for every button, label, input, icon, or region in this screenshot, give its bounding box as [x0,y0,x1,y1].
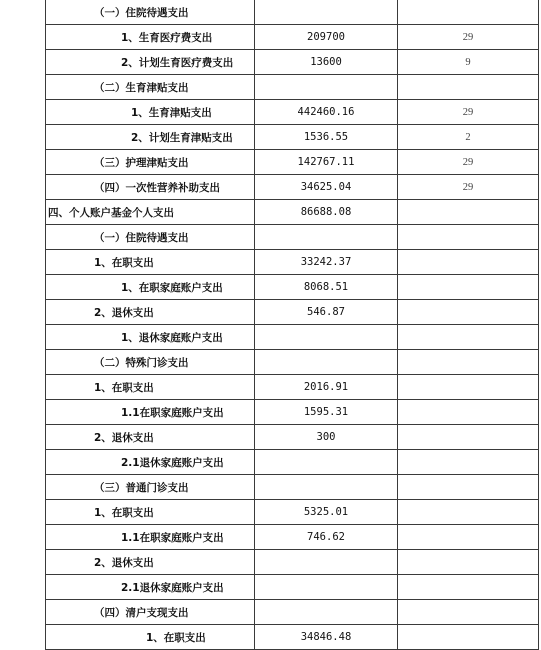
row-label: （二）生育津贴支出 [46,75,255,100]
row-label: 2、退休支出 [46,550,255,575]
row-count [398,500,539,525]
table-row [46,600,539,625]
row-amount [255,550,398,575]
row-label: 1.1在职家庭账户支出 [46,400,255,425]
row-count: 29 [398,25,539,50]
row-count [398,350,539,375]
table-row [46,175,539,200]
row-label: 1、在职支出 [46,375,255,400]
row-amount: 1595.31 [255,400,398,425]
table-row [46,25,539,50]
row-amount: 142767.11 [255,150,398,175]
row-amount: 546.87 [255,300,398,325]
row-count [398,475,539,500]
expenditure-table [45,0,539,650]
row-count [398,325,539,350]
table-row [46,425,539,450]
row-label: 1、在职支出 [46,625,255,650]
table-row [46,550,539,575]
row-label: （四）一次性营养补助支出 [46,175,255,200]
row-label: 2.1退休家庭账户支出 [46,450,255,475]
table-row [46,250,539,275]
row-count [398,600,539,625]
row-count [398,575,539,600]
row-label: 2.1退休家庭账户支出 [46,575,255,600]
row-amount: 209700 [255,25,398,50]
table-row [46,150,539,175]
row-amount [255,475,398,500]
row-amount [255,225,398,250]
row-label: 2、计划生育医疗费支出 [46,50,255,75]
row-count [398,375,539,400]
row-amount [255,575,398,600]
table-row [46,225,539,250]
table-row [46,400,539,425]
row-amount: 1536.55 [255,125,398,150]
table-row [46,200,539,225]
row-count [398,275,539,300]
row-amount: 2016.91 [255,375,398,400]
row-label: 四、个人账户基金个人支出 [46,200,255,225]
row-label: 1.1在职家庭账户支出 [46,525,255,550]
row-label: 1、生育津贴支出 [46,100,255,125]
row-label: 2、退休支出 [46,425,255,450]
table-row [46,575,539,600]
row-label: （一）住院待遇支出 [46,0,255,25]
row-amount [255,325,398,350]
table-row [46,450,539,475]
row-amount: 442460.16 [255,100,398,125]
row-count: 29 [398,150,539,175]
table-row [46,300,539,325]
row-label: （四）清户支现支出 [46,600,255,625]
row-amount [255,0,398,25]
row-label: 2、计划生育津贴支出 [46,125,255,150]
row-count [398,75,539,100]
row-count [398,450,539,475]
row-amount [255,450,398,475]
row-amount: 86688.08 [255,200,398,225]
row-label: （一）住院待遇支出 [46,225,255,250]
row-count [398,225,539,250]
row-label: 1、退休家庭账户支出 [46,325,255,350]
table-row [46,350,539,375]
row-amount: 13600 [255,50,398,75]
table-row [46,625,539,650]
row-label: 1、在职支出 [46,250,255,275]
row-count [398,550,539,575]
row-amount: 34625.04 [255,175,398,200]
row-label: （三）护理津贴支出 [46,150,255,175]
row-count [398,200,539,225]
row-label: 1、在职支出 [46,500,255,525]
table-row [46,325,539,350]
row-count [398,625,539,650]
table-row [46,525,539,550]
row-count: 2 [398,125,539,150]
table-row [46,0,539,25]
row-count: 29 [398,100,539,125]
row-count [398,400,539,425]
row-count [398,300,539,325]
row-count: 9 [398,50,539,75]
row-amount: 300 [255,425,398,450]
row-count: 29 [398,175,539,200]
row-label: （三）普通门诊支出 [46,475,255,500]
row-count [398,425,539,450]
row-label: 1、在职家庭账户支出 [46,275,255,300]
row-count [398,525,539,550]
row-count [398,250,539,275]
row-amount [255,350,398,375]
table-row [46,275,539,300]
table-row [46,50,539,75]
row-amount [255,75,398,100]
table-row [46,100,539,125]
table-row [46,75,539,100]
row-count [398,0,539,25]
row-amount: 746.62 [255,525,398,550]
row-label: （二）特殊门诊支出 [46,350,255,375]
table-row [46,475,539,500]
table-row [46,375,539,400]
row-amount: 34846.48 [255,625,398,650]
table-row [46,125,539,150]
row-label: 2、退休支出 [46,300,255,325]
row-amount: 33242.37 [255,250,398,275]
row-amount: 5325.01 [255,500,398,525]
table-row [46,500,539,525]
row-amount: 8068.51 [255,275,398,300]
row-label: 1、生育医疗费支出 [46,25,255,50]
row-amount [255,600,398,625]
